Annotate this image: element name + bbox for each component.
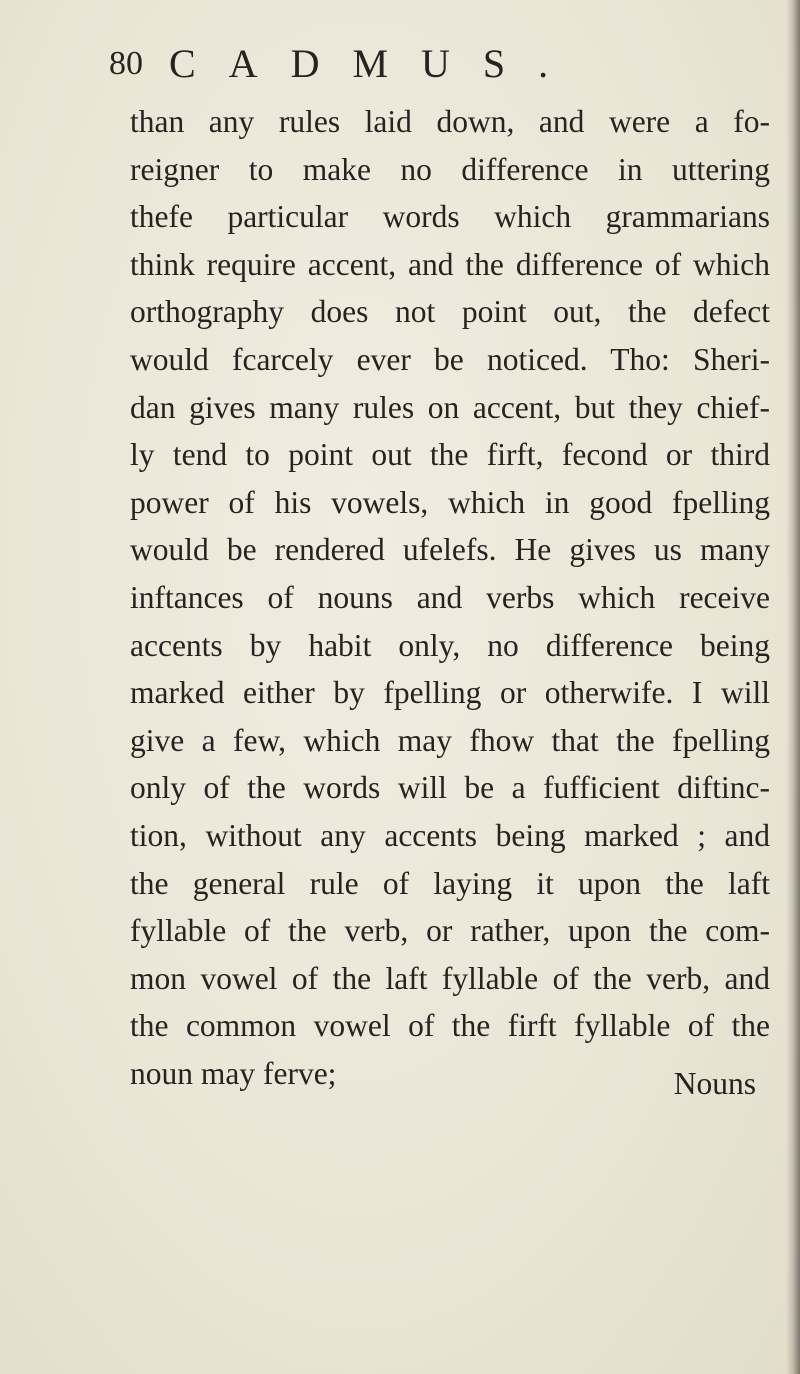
text-line: the common vowel of the firft fyllable of the xyxy=(130,1008,770,1044)
text-line: would fcarcely ever be noticed. Tho: Sheri- xyxy=(130,341,770,377)
text-line: accents by habit only, no difference being xyxy=(130,627,770,663)
text-line: than any rules laid down, and were a fo- xyxy=(130,104,770,139)
running-title: CADMUS. xyxy=(169,41,582,86)
text-line: orthography does not point out, the defect xyxy=(130,294,770,330)
text-line: think require accent, and the difference of which xyxy=(130,246,770,282)
text-line: mon vowel of the laft fyllable of the verb, and xyxy=(130,960,770,996)
text-line: ly tend to point out the firft, fecond or third xyxy=(130,437,770,473)
text-line: dan gives many rules on accent, but they chief- xyxy=(130,389,770,425)
page-number: 80 xyxy=(109,45,143,82)
text-line: reigner to make no difference in uttering xyxy=(130,151,770,187)
catchword: Nouns xyxy=(673,1066,756,1101)
text-line: power of his vowels, which in good fpelling xyxy=(130,484,770,520)
text-line: inftances of nouns and verbs which receive xyxy=(130,579,770,615)
page-edge-shadow xyxy=(786,0,800,1374)
text-line: marked either by fpelling or otherwife. I will xyxy=(130,675,770,711)
text-line: fyllable of the verb, or rather, upon the com- xyxy=(130,913,770,949)
text-line: thefe particular words which grammarians xyxy=(130,199,770,235)
text-line: the general rule of laying it upon the laft xyxy=(130,865,770,901)
text-line: noun may ferve; xyxy=(130,1055,337,1091)
text-line: tion, without any accents being marked ; and xyxy=(130,817,770,853)
text-line: would be rendered ufelefs. He gives us many xyxy=(130,532,770,568)
text-line: give a few, which may fhow that the fpelling xyxy=(130,722,770,758)
body-paragraph xyxy=(130,98,770,1097)
text-line: only of the words will be a fufficient diftinc- xyxy=(130,770,770,806)
running-header xyxy=(109,40,689,88)
